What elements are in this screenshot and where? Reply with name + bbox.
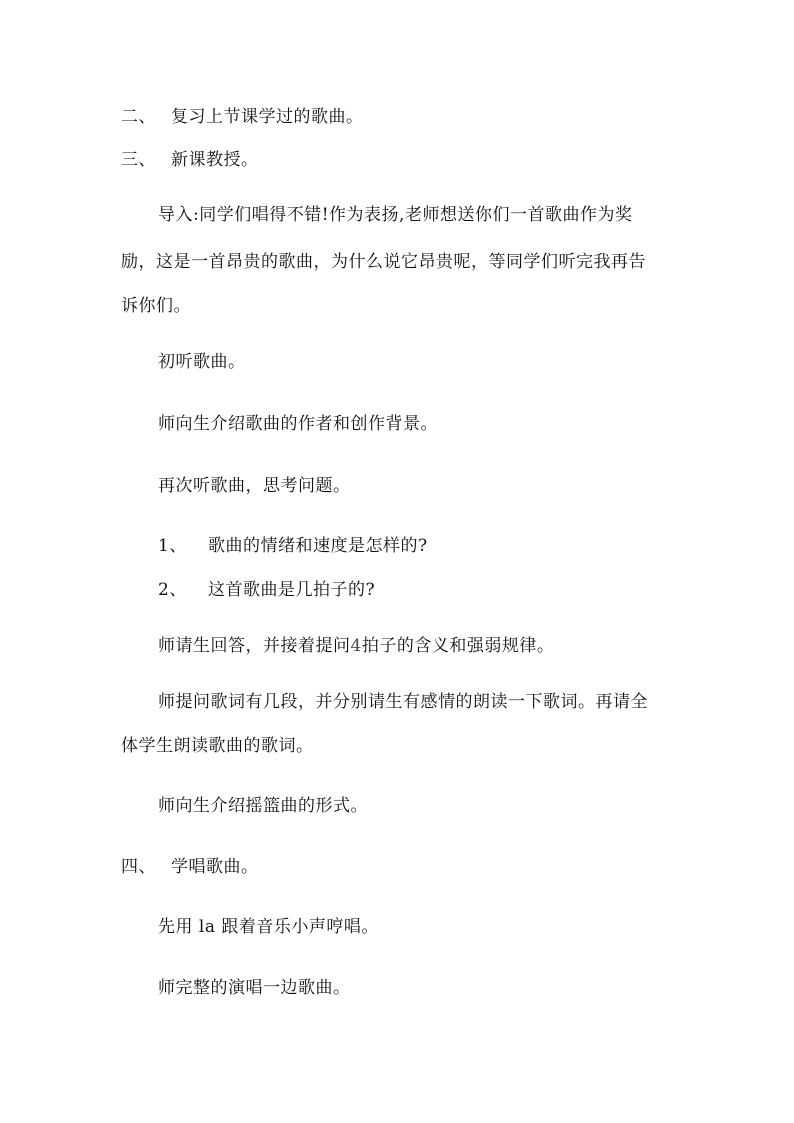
question-number: 2、 [158,580,187,600]
answer-text-after: 拍子的含义和强弱规律。 [361,636,555,656]
paragraph-hum: 先用 la 跟着音乐小声哼唱。 [158,917,379,937]
answer-text-before: 师请生回答，并接着提问 [158,636,351,656]
section-number: 三、 [121,150,156,170]
question-item [158,578,375,602]
paragraph-listen-again: 再次听歌曲，思考问题。 [158,476,351,496]
intro-line-2: 励，这是一首昂贵的歌曲，为什么说它昂贵呢，等同学们听完我再告 [121,252,646,272]
question-text: 这首歌曲是几拍子的? [208,580,376,600]
question-number: 1、 [158,536,187,556]
section-text: 学唱歌曲。 [171,857,259,877]
intro-line-3: 诉你们。 [121,296,191,316]
section-number: 四、 [121,857,156,877]
paragraph-cradle-song: 师向生介绍摇篮曲的形式。 [158,796,368,816]
paragraph-introduce-author: 师向生介绍歌曲的作者和创作背景。 [158,414,438,434]
question-text: 歌曲的情绪和速度是怎样的? [208,536,428,556]
question-item [158,534,428,558]
paragraph-first-listen: 初听歌曲。 [158,352,246,372]
section-new-lesson [121,148,259,172]
section-text: 新课教授。 [171,150,259,170]
intro-line-1: 导入:同学们唱得不错!作为表扬,老师想送你们一首歌曲作为奖 [158,205,633,225]
section-text: 复习上节课学过的歌曲。 [171,107,364,127]
lyrics-line-2: 体学生朗读歌曲的歌词。 [121,736,314,756]
beat-number: 4 [350,636,362,656]
section-number: 二、 [121,107,156,127]
paragraph-answer [158,634,554,658]
section-review [121,105,364,129]
lyrics-line-1: 师提问歌词有几段，并分别请生有感情的朗读一下歌词。再请全 [158,692,648,712]
section-learn-song [121,855,259,879]
paragraph-sing: 师完整的演唱一边歌曲。 [158,978,351,998]
